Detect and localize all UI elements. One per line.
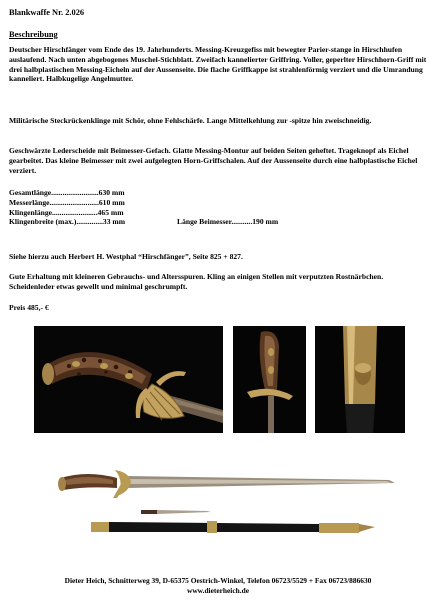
spec-blade-length: Klingenlänge........................465 mm (9, 207, 124, 217)
description-paragraph-blade: Militärische Steckrückenklinge mit Schör, ohne Fehlschärfe. Lange Mittelkehlung zur -spitze hin zweischneidig. (9, 116, 372, 125)
photo-hilt-detail (34, 326, 223, 433)
section-heading: Beschreibung (9, 30, 58, 39)
spec-row-width (9, 217, 429, 227)
dimensions-block (9, 188, 429, 227)
spec-side-knife-length: Länge Beimesser...........190 mm (177, 217, 279, 227)
photo-scabbard-mount (315, 326, 405, 433)
item-title: Blankwaffe Nr. 2.026 (9, 8, 85, 17)
spec-blade-width: Klingenbreite (max.)..............33 mm (9, 217, 126, 227)
footer-website[interactable]: www.dieterheich.de (187, 586, 249, 595)
footer-address: Dieter Heich, Schnitterweg 39, D-65375 Oestrich-Winkel, Telefon 06723/5529 + Fax 06723/886630 (64, 576, 372, 585)
spec-knife-length: Messerlänge..........................610 mm (9, 197, 125, 207)
photo-grip-side (233, 326, 306, 433)
condition-text: Gute Erhaltung mit kleineren Gebrauchs- und Altersspuren. Kling an einigen Stellen mit verputzten Rostnärbchen. Scheidenleder etwas gewellt und minimal geschrumpft. (9, 272, 384, 291)
photo-full-knife-and-scabbard (57, 452, 398, 544)
spec-overall-length: Gesamtlänge.........................630 mm (9, 188, 125, 197)
description-paragraph-scabbard: Geschwärzte Lederscheide mit Beimesser-Gefach. Glatte Messing-Montur auf beiden Seiten geheftet. Trageknopf als Eichel gearbeitet. Das kleine Beimesser mit zwei aufgelegten Horn-Griffschalen. Auf der Aussenseite durch eine halbplastische Eichel verziert. (9, 146, 418, 175)
description-paragraph-hilt: Deutscher Hirschfänger vom Ende des 19. Jahrhunderts. Messing-Kreuzgefiss mit bewegter Parier-stange in Hirschhufen auslaufend. Nach unten abgebogenes Muschel-Stichblatt. Zweifach kannelierter Griffring. Voller, geperlter Hirschhorn-Griff mit drei halbplastischen Messing-Eicheln auf der Aussenseite. Die flache Griffkappe ist strahlenförmig verziert und die Umrandung kanneliert. Halbkugelige Angelmutter. (9, 45, 427, 84)
price-text: Preis 485,- € (9, 303, 49, 312)
literature-reference: Siehe hierzu auch Herbert H. Westphal “Hirschfänger”, Seite 825 + 827. (9, 252, 243, 261)
